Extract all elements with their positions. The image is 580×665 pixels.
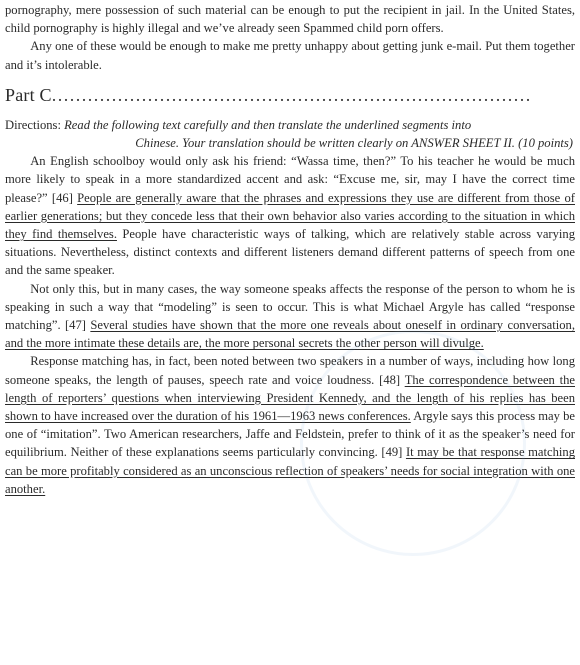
underlined-segment-48: The correspondence between the length of reporters’ questions when interviewing President Kennedy, and the length of his replies has been shown to have increased over the duration of his 1961—1963 news conferences. xyxy=(5,372,576,424)
directions-text-line1: Read the following text carefully and then translate the underlined segments into xyxy=(64,117,472,132)
passage-paragraph-3 xyxy=(5,352,575,498)
passage-text: People have characteristic ways of talking, which are relatively stable across varying situations. Nevertheless, distinct contexts and different listeners demand different patterns of speech from one and the same speaker. xyxy=(5,227,575,278)
question-number-49: [49] xyxy=(381,445,406,460)
paragraph-intolerable: Any one of these would be enough to make me pretty unhappy about getting junk e-mail. Put them together and it’s intolerable. xyxy=(5,39,575,72)
paragraph-continued: pornography, mere possession of such material can be enough to put the recipient in jail. In the United States, child pornography is highly illegal and we’ve already seen Spammed child porn offers. xyxy=(5,3,575,36)
question-number-47: [47] xyxy=(64,318,91,333)
question-number-48: [48] xyxy=(379,372,405,387)
section-heading-part-c xyxy=(5,84,575,106)
underlined-segment-47: Several studies have shown that the more one reveals about oneself in ordinary conversation, and the more intimate these details are, the more personal secrets the other person will divulge. xyxy=(5,318,575,351)
underlined-segment-49: It may be that response matching can be more profitably considered as an unconscious reflection of speakers’ needs for social integration with one another. xyxy=(5,445,575,496)
passage-text: Response matching has, in fact, been noted between two speakers in a number of ways, including how long someone speaks, the length of pauses, speech rate and voice loudness. xyxy=(5,354,575,387)
question-number-46: [46] xyxy=(51,190,78,205)
passage-text: Argyle says this process may be one of “imitation”. Two American researchers, Jaffe and Feldstein, prefer to think of it as the speaker’s need for equilibrium. Neither of these explanations seems particularly convincing. xyxy=(5,409,575,460)
underlined-segment-46: People are generally aware that the phrases and expressions they use are different from those of earlier generations; but they concede less that their own behavior also varies according to the situation in which they find themselves. xyxy=(5,190,575,242)
directions-text-line2: Chinese. Your translation should be written clearly on ANSWER SHEET II. (10 points) xyxy=(135,136,573,151)
directions xyxy=(5,116,575,152)
passage-text: Not only this, but in many cases, the way someone speaks affects the response of the person to whom he is speaking in such a way that “modeling” is seen to occur. This is what Michael Argyle has called “response matching”. xyxy=(5,281,575,333)
section-title-leader-dots: ................................................................................ xyxy=(51,84,532,105)
document-page xyxy=(5,1,575,498)
section-title-text: Part C xyxy=(5,84,52,105)
passage-paragraph-2 xyxy=(5,280,575,353)
passage-text: An English schoolboy would only ask his friend: “Wassa time, then?” To his teacher he would be much more likely to speak in a more standardized accent and ask: “Excuse me, sir, may I have the correct time please?” xyxy=(5,154,575,205)
directions-label: Directions: xyxy=(5,117,65,132)
passage-paragraph-1 xyxy=(5,152,575,279)
